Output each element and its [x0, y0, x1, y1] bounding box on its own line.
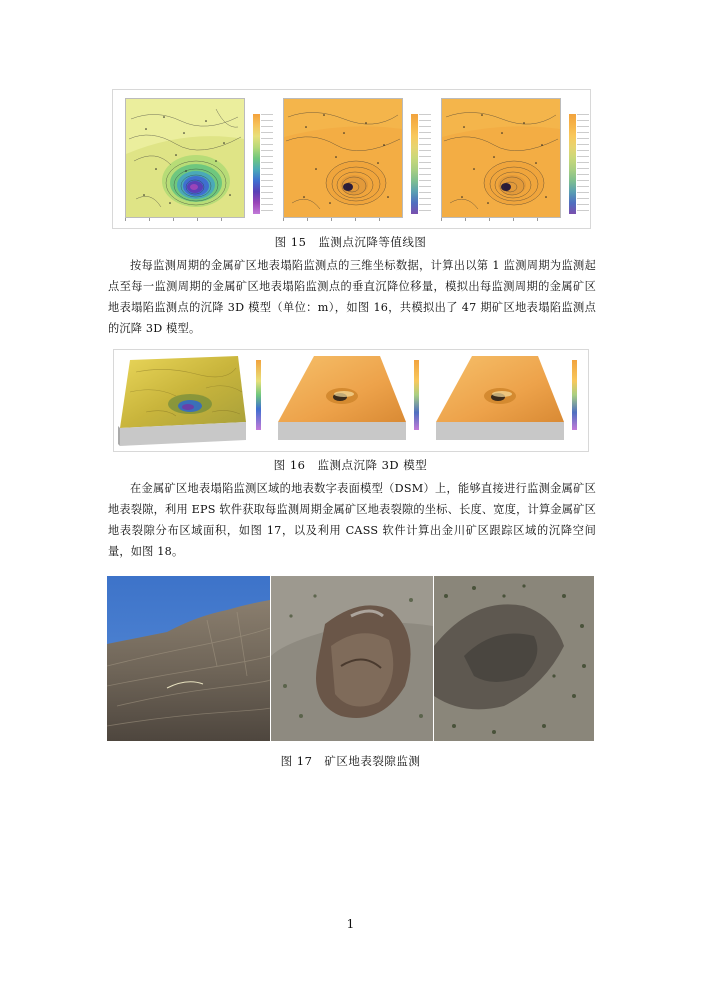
figure-17	[107, 576, 594, 741]
x-axis-ticks	[125, 218, 243, 221]
contour-lines	[284, 99, 402, 217]
color-scale-bar	[569, 114, 576, 214]
x-axis-ticks	[283, 218, 401, 221]
contour-plot-area	[283, 98, 403, 218]
figure-15	[112, 89, 591, 229]
color-scale-bar	[253, 114, 260, 214]
contour-plot-area	[441, 98, 561, 218]
page-number: 1	[346, 917, 355, 931]
color-scale-ticks	[419, 114, 431, 214]
color-scale-ticks	[261, 114, 273, 214]
contour-map-1	[115, 92, 271, 224]
terrain-photo-1	[107, 576, 270, 741]
terrain-photo-2	[271, 576, 433, 741]
figure-16	[113, 349, 589, 452]
paragraph-text: 在金属矿区地表塌陷监测区域的地表数字表面模型（DSM）上，能够直接进行监测金属矿区地表裂隙，利用 EPS 软件获取每监测周期金属矿区地表裂隙的坐标、长度、宽度，计算金属矿区地表裂隙分布区域面积，如图 17，以及利用 CASS 软件计算出金川矿区跟踪区域的沉降空间量，如图 18。	[108, 482, 596, 558]
figure-15-caption: 图 15 监测点沉降等值线图	[274, 235, 427, 249]
3d-model-2	[274, 352, 428, 448]
x-axis-ticks	[441, 218, 559, 221]
3d-model-1	[116, 352, 270, 448]
contour-lines	[442, 99, 560, 217]
body-paragraph-1	[108, 255, 596, 339]
figure-17-caption: 图 17 矿区地表裂隙监测	[280, 754, 421, 768]
body-paragraph-2	[108, 478, 596, 562]
terrain-photo-3	[434, 576, 594, 741]
paragraph-text: 按每监测周期的金属矿区地表塌陷监测点的三维坐标数据，计算出以第 1 监测周期为监测起点至每一监测周期的金属矿区地表塌陷监测点的垂直沉降位移量，模拟出每监测周期的金属矿区地表塌陷监测点的沉降 3D 模型（单位：m），如图 16，共模拟出了 47 期矿区地表塌陷监测点的沉降 3D 模型。	[108, 259, 596, 335]
color-scale-ticks	[577, 114, 589, 214]
contour-lines	[126, 99, 244, 217]
contour-plot-area	[125, 98, 245, 218]
color-scale-bar	[411, 114, 418, 214]
figure-16-caption: 图 16 监测点沉降 3D 模型	[273, 458, 428, 472]
3d-model-3	[432, 352, 586, 448]
contour-map-2	[273, 92, 429, 224]
contour-map-3	[431, 92, 587, 224]
